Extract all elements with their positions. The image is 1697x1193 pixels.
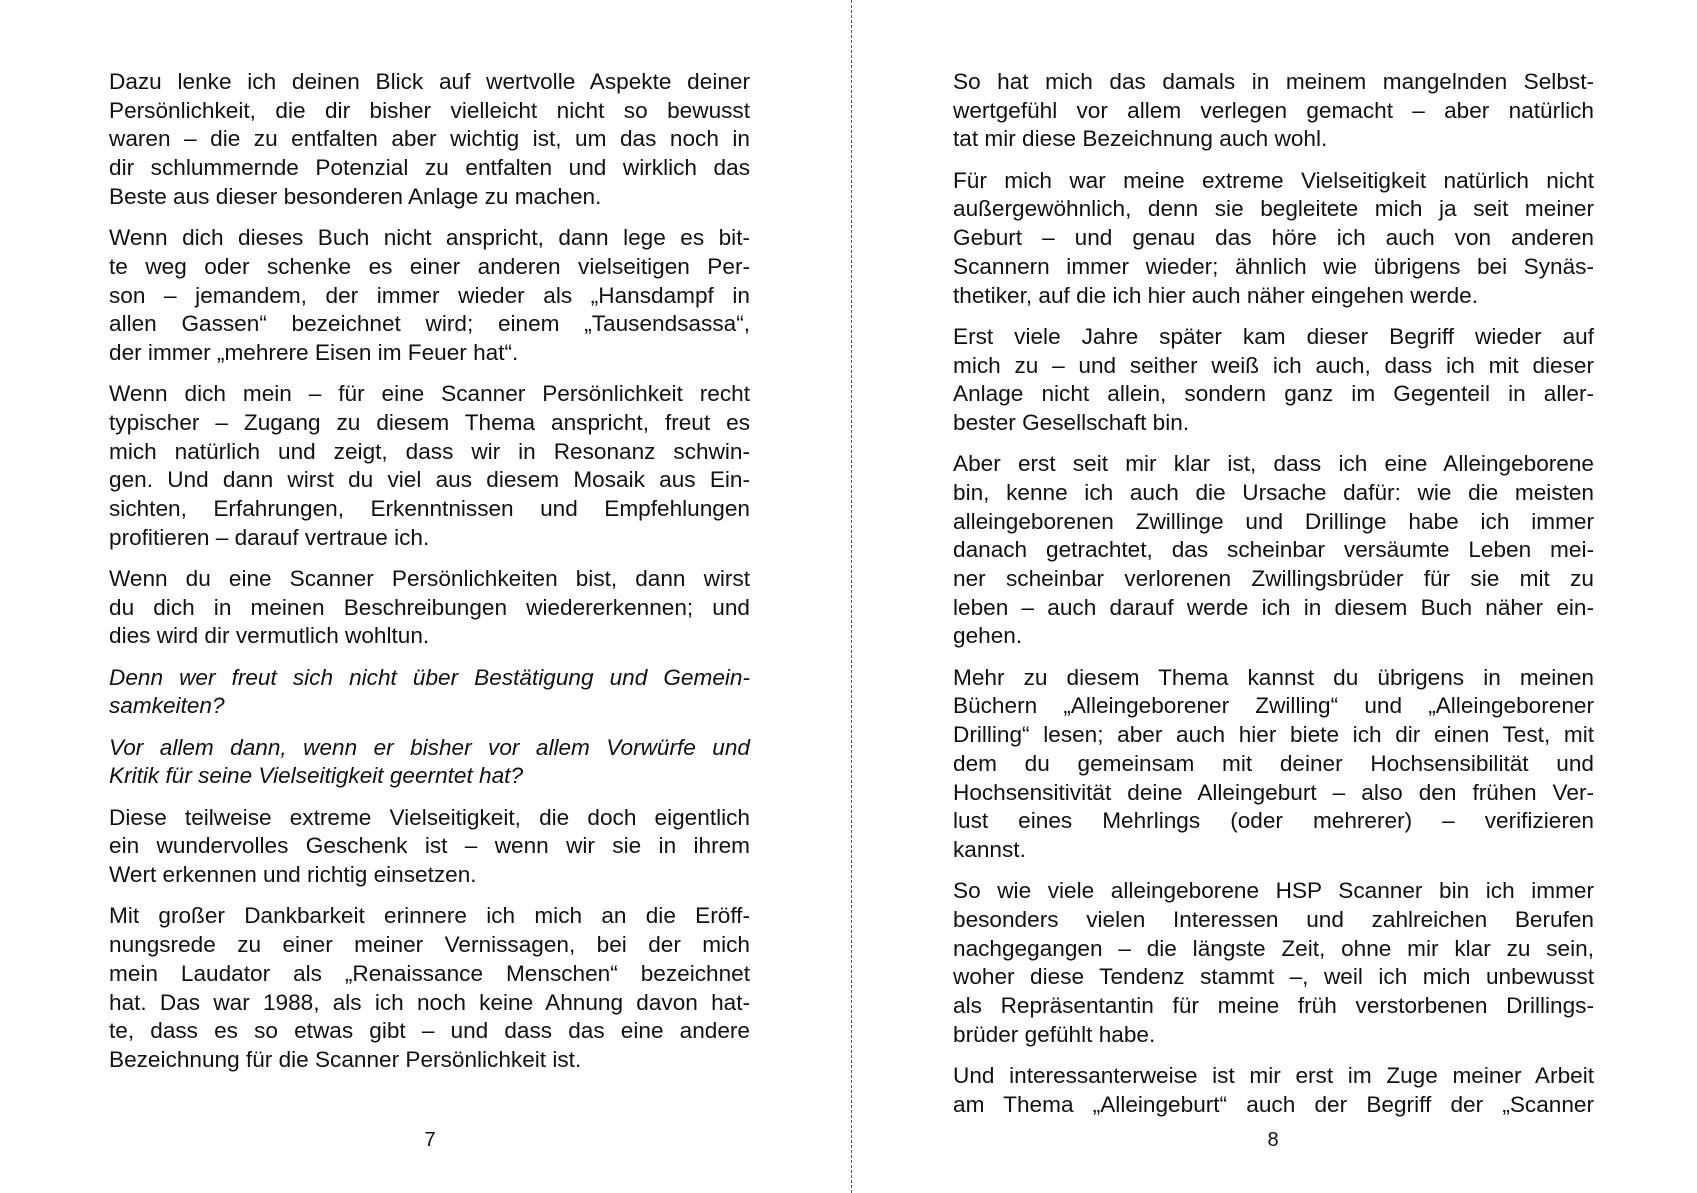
paragraph (109, 68, 750, 212)
paragraph (953, 664, 1594, 865)
page-number-right: 8 (1267, 1129, 1279, 1151)
text-line: besonders vielen Interessen und zahlreichen Berufen (953, 906, 1594, 932)
text-line: profitieren – darauf vertraue ich. (109, 524, 430, 550)
text-line: außergewöhnlich, denn sie begleitete mich ja seit meiner (953, 196, 1594, 222)
text-line: Bezeichnung für die Scanner Persönlichkeit ist. (109, 1046, 582, 1072)
text-line: waren – die zu entfalten aber wichtig ist, um das noch in (109, 126, 750, 152)
text-line: ein wundervolles Geschenk ist – wenn wir sie in ihrem (109, 833, 750, 859)
text-line: nachgegangen – die längste Zeit, ohne mir klar zu sein, (953, 935, 1594, 961)
text-line: Wert erkennen und richtig einsetzen. (109, 862, 477, 888)
text-line: du dich in meinen Beschreibungen wiedererkennen; und (109, 594, 750, 620)
text-line: danach getrachtet, das scheinbar versäumte Leben mei- (953, 537, 1594, 563)
text-line: Und interessanterweise ist mir erst im Zuge meiner Arbeit (953, 1063, 1594, 1089)
text-line: kannst. (953, 836, 1026, 862)
text-line: Mit großer Dankbarkeit erinnere ich mich an die Eröff- (109, 903, 750, 929)
text-line: gehen. (953, 623, 1023, 649)
text-line: Diese teilweise extreme Vielseitigkeit, die doch eigentlich (109, 804, 750, 830)
text-line: woher diese Tendenz stammt –, weil ich mich unbewusst (953, 964, 1594, 990)
text-line: wertgefühl vor allem verlegen gemacht – aber natürlich (953, 97, 1594, 123)
text-line: thetiker, auf die ich hier auch näher eingehen werde. (953, 282, 1479, 308)
text-line: Persönlichkeit, die dir bisher vielleicht nicht so bewusst (109, 97, 750, 123)
text-line: Kritik für seine Vielseitigkeit geerntet hat? (109, 763, 524, 789)
text-line: Geburt – und genau das höre ich auch von anderen (953, 225, 1594, 251)
page-number-left: 7 (424, 1129, 436, 1151)
text-line: sichten, Erfahrungen, Erkenntnissen und Empfehlungen (109, 496, 750, 522)
text-line: bin, kenne ich auch die Ursache dafür: wie die meisten (953, 479, 1594, 505)
text-line: Wenn dich mein – für eine Scanner Persönlichkeit recht (109, 381, 750, 407)
text-line: der immer „mehrere Eisen im Feuer hat“. (109, 339, 519, 365)
text-line: Drilling“ lesen; aber auch hier biete ich dir einen Test, mit (953, 722, 1594, 748)
text-line: allen Gassen“ bezeichnet wird; einem „Tausendsassa“, (109, 311, 750, 337)
text-line: Wenn du eine Scanner Persönlichkeiten bist, dann wirst (109, 566, 750, 592)
text-line: son – jemandem, der immer wieder als „Hansdampf in (109, 282, 750, 308)
paragraph (953, 450, 1594, 651)
page-fold-divider (851, 0, 852, 1193)
text-line: mich zu – und seither weiß ich auch, dass ich mit dieser (953, 352, 1594, 378)
paragraph (953, 68, 1594, 154)
text-line: te, dass es so etwas gibt – und dass das eine andere (109, 1018, 750, 1044)
text-line: dir schlummernde Potenzial zu entfalten und wirklich das (109, 155, 750, 181)
text-line: ner scheinbar verlorenen Zwillingsbrüder für sie mit zu (953, 566, 1594, 592)
paragraph (953, 323, 1594, 438)
text-line: Beste aus dieser besonderen Anlage zu machen. (109, 183, 602, 209)
paragraph (109, 565, 750, 651)
text-line: lust eines Mehrlings (oder mehrerer) – verifizieren (953, 808, 1594, 834)
text-line: dies wird dir vermutlich wohltun. (109, 623, 430, 649)
text-line: Anlage nicht allein, sondern ganz im Gegenteil in aller- (953, 381, 1594, 407)
paragraph (953, 1062, 1594, 1119)
text-line: leben – auch darauf werde ich in diesem Buch näher ein- (953, 594, 1594, 620)
text-line: als Repräsentantin für meine früh verstorbenen Drillings- (953, 993, 1594, 1019)
paragraph (109, 380, 750, 552)
text-line: Büchern „Alleingeborener Zwilling“ und „Alleingeborener (953, 693, 1594, 719)
text-line: Vor allem dann, wenn er bisher vor allem Vorwürfe und (109, 734, 750, 760)
left-page (109, 68, 750, 1087)
text-line: Dazu lenke ich deinen Blick auf wertvolle Aspekte deiner (109, 69, 750, 94)
text-line: Wenn dich dieses Buch nicht anspricht, dann lege es bit- (109, 225, 750, 251)
text-line: brüder gefühlt habe. (953, 1021, 1156, 1047)
text-line: te weg oder schenke es einer anderen vielseitigen Per- (109, 253, 750, 279)
text-line: Aber erst seit mir klar ist, dass ich eine Alleingeborene (953, 451, 1594, 477)
text-line: Mehr zu diesem Thema kannst du übrigens in meinen (953, 664, 1594, 690)
paragraph (953, 167, 1594, 311)
text-line: hat. Das war 1988, als ich noch keine Ahnung davon hat- (109, 989, 750, 1015)
text-line: am Thema „Alleingeburt“ auch der Begriff der „Scanner (953, 1091, 1594, 1117)
text-line: typischer – Zugang zu diesem Thema anspricht, freut es (109, 409, 750, 435)
text-line: So hat mich das damals in meinem mangelnden Selbst- (953, 69, 1594, 94)
paragraph (109, 224, 750, 368)
text-line: Für mich war meine extreme Vielseitigkeit natürlich nicht (953, 167, 1594, 193)
italic-paragraph (109, 664, 750, 721)
right-page (953, 68, 1594, 1132)
text-line: nungsrede zu einer meiner Vernissagen, bei der mich (109, 932, 750, 958)
paragraph (109, 804, 750, 890)
text-line: gen. Und dann wirst du viel aus diesem Mosaik aus Ein- (109, 467, 750, 493)
italic-paragraph (109, 734, 750, 791)
paragraph (109, 902, 750, 1074)
text-line: Denn wer freut sich nicht über Bestätigung und Gemein- (109, 664, 750, 690)
text-line: So wie viele alleingeborene HSP Scanner bin ich immer (953, 878, 1594, 904)
text-line: mein Laudator als „Renaissance Menschen“ bezeichnet (109, 960, 750, 986)
text-line: dem du gemeinsam mit deiner Hochsensibilität und (953, 750, 1594, 776)
text-line: alleingeborenen Zwillinge und Drillinge habe ich immer (953, 508, 1594, 534)
text-line: mich natürlich und zeigt, dass wir in Resonanz schwin- (109, 438, 750, 464)
text-line: samkeiten? (109, 693, 225, 719)
text-line: Hochsensitivität deine Alleingeburt – also den frühen Ver- (953, 779, 1594, 805)
text-line: Erst viele Jahre später kam dieser Begriff wieder auf (953, 323, 1594, 349)
text-line: Scannern immer wieder; ähnlich wie übrigens bei Synäs- (953, 253, 1594, 279)
paragraph (953, 877, 1594, 1049)
text-line: bester Gesellschaft bin. (953, 409, 1190, 435)
text-line: tat mir diese Bezeichnung auch wohl. (953, 126, 1328, 152)
